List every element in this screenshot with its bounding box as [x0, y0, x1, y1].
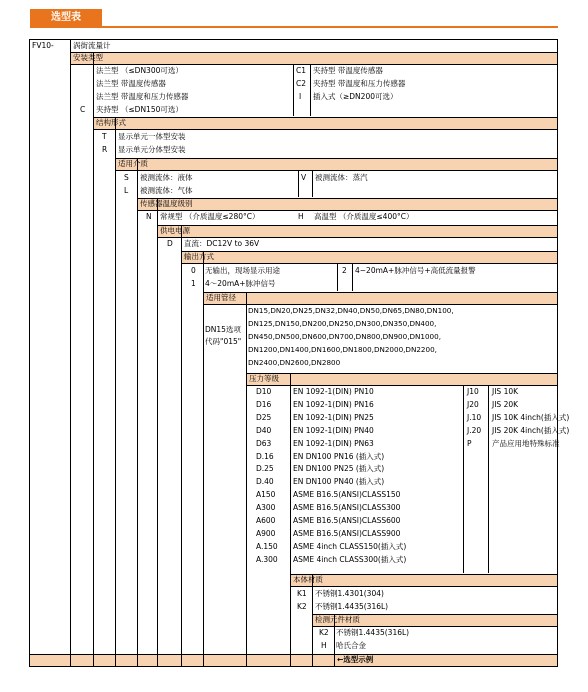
pressure-code: D10 — [256, 387, 272, 396]
pressure-text: ASME B16.5(ANSI)CLASS300 — [293, 503, 401, 513]
sensor-temp-h-text: 高温型 （介质温度≤400°C） — [314, 212, 414, 221]
stair-line — [137, 158, 138, 666]
stair-line — [290, 373, 291, 666]
rule — [115, 158, 557, 159]
inner-divider — [352, 263, 353, 291]
pressure-text: EN DN100 PN25 (插入式) — [293, 464, 385, 474]
install-left-text: 法兰型 （≤DN300可选） — [96, 66, 183, 75]
pressure-text: ASME B16.5(ANSI)CLASS150 — [293, 490, 401, 500]
detect-material-text: 哈氏合金 — [336, 641, 366, 650]
output-code: 1 — [191, 279, 196, 288]
pressure-text: EN 1092-1(DIN) PN25 — [293, 412, 374, 422]
structure-header: 结构形式 — [96, 118, 126, 127]
rule — [246, 373, 557, 374]
stair-line — [203, 251, 204, 666]
pipe-size-line: DN125,DN150,DN200,DN250,DN300,DN350,DN400, — [248, 319, 437, 328]
rule — [157, 225, 557, 226]
install-left-text: 法兰型 带温度和压力传感器 — [96, 92, 189, 101]
title-rule — [30, 26, 558, 28]
inner-divider — [310, 64, 311, 116]
body-material-text: 不锈钢1.4301(304) — [315, 589, 384, 598]
stair-line — [70, 39, 71, 666]
install-right-text: 夹持型 带温度和压力传感器 — [313, 79, 406, 88]
rule — [181, 251, 557, 252]
frame-bottom — [29, 666, 558, 667]
pipe-header: 适用管径 — [206, 293, 236, 302]
install-right-code: C1 — [296, 66, 307, 75]
inner-divider — [463, 385, 464, 573]
product-name: 涡街流量计 — [73, 41, 111, 50]
pressure-code: A150 — [256, 490, 276, 500]
pressure-code: D.16 — [256, 451, 274, 461]
pressure-code: D25 — [256, 412, 272, 422]
pressure-code: D63 — [256, 438, 272, 448]
detect-material-text: 不锈钢1.4435(316L) — [336, 628, 410, 637]
output-text: 4～20mA+脉冲信号 — [205, 279, 276, 288]
rule — [70, 52, 557, 53]
body-material-header: 本体材质 — [293, 575, 323, 584]
model-prefix: FV10- — [32, 41, 54, 50]
detect-material-code: K2 — [319, 628, 329, 637]
sensor-temp-n-code: N — [146, 212, 152, 221]
pressure-text: EN DN100 PN16 (插入式) — [293, 451, 385, 461]
stair-line — [181, 225, 182, 666]
pressure-code: A600 — [256, 516, 276, 525]
install-right-code: I — [299, 92, 302, 101]
body-material-code: K2 — [297, 602, 307, 611]
rule — [290, 586, 557, 587]
pressure-right-code: J10 — [467, 387, 479, 396]
pressure-text: ASME B16.5(ANSI)CLASS600 — [293, 516, 401, 525]
pressure-code: A900 — [256, 528, 276, 538]
install-right-text: 插入式（≥DN200可选） — [313, 92, 398, 101]
pressure-text: ASME B16.5(ANSI)CLASS900 — [293, 528, 401, 538]
rule — [93, 117, 557, 118]
stair-line — [115, 117, 116, 666]
pressure-text: EN DN100 PN40 (插入式) — [293, 477, 385, 487]
structure-code: T — [102, 132, 107, 141]
structure-text: 显示单元一体型安装 — [118, 132, 186, 141]
output-text: 无输出，现场显示用途 — [205, 266, 280, 275]
stair-line — [157, 198, 158, 666]
pressure-right-code: J.10 — [467, 412, 482, 422]
pressure-code: A.300 — [256, 554, 278, 564]
example-label: ←选型示例 — [337, 655, 374, 664]
inner-divider — [293, 64, 294, 116]
rule — [290, 574, 557, 575]
pressure-code: D16 — [256, 399, 272, 409]
header-power — [157, 225, 557, 237]
medium-code: S — [124, 173, 129, 182]
output-code: 0 — [191, 266, 196, 275]
inner-divider — [488, 385, 489, 573]
pressure-right-text: JIS 10K — [492, 387, 519, 396]
sensor-temp-header: 传感器温度级别 — [140, 199, 193, 208]
header-output — [181, 251, 557, 263]
pressure-text: EN 1092-1(DIN) PN16 — [293, 399, 374, 409]
pressure-code: D40 — [256, 425, 272, 435]
structure-code: R — [102, 145, 108, 154]
header-pressure — [246, 373, 557, 385]
medium-code: L — [124, 186, 129, 195]
pressure-text: EN 1092-1(DIN) PN10 — [293, 387, 374, 396]
header-sensor-temp — [137, 198, 557, 210]
pressure-header: 压力等级 — [249, 374, 279, 383]
pressure-right-text: 产品应用地特殊标准 — [492, 438, 560, 448]
pressure-code: A300 — [256, 503, 276, 513]
pressure-code: D.25 — [256, 464, 274, 474]
power-header: 供电电源 — [160, 226, 190, 235]
install-left-code: C — [80, 105, 86, 114]
sensor-temp-n-text: 常规型 （介质温度≤280°C） — [160, 212, 260, 221]
header-medium — [115, 158, 557, 170]
rule — [203, 292, 557, 293]
header-structure — [93, 117, 557, 129]
pipe-size-line: DN1200,DN1400,DN1600,DN1800,DN2000,DN2200, — [248, 345, 437, 354]
detect-material-header: 检测元件材质 — [315, 615, 360, 624]
pipe-size-line: DN15,DN20,DN25,DN32,DN40,DN50,DN65,DN80,DN100, — [248, 306, 454, 315]
header-install-type — [70, 52, 557, 64]
pressure-text: EN 1092-1(DIN) PN63 — [293, 438, 374, 448]
pipe-note-line1: DN15选项 — [205, 325, 241, 334]
detect-material-code: H — [321, 641, 327, 650]
frame-left — [29, 39, 30, 666]
pressure-right-code: J.20 — [467, 425, 482, 435]
pressure-right-text: JIS 20K 4inch(插入式) — [492, 425, 570, 435]
medium-right-code: V — [301, 173, 307, 182]
body-material-code: K1 — [297, 589, 307, 598]
rule — [29, 654, 557, 655]
medium-header: 适用介质 — [118, 159, 148, 168]
frame-right — [557, 39, 558, 666]
install-left-text: 法兰型 带温度传感器 — [96, 79, 166, 88]
medium-right-text: 被测流体：蒸汽 — [315, 173, 368, 182]
sensor-temp-h-code: H — [298, 212, 304, 221]
pressure-text: EN 1092-1(DIN) PN40 — [293, 425, 374, 435]
rule — [115, 170, 557, 171]
medium-text: 被测流体：液体 — [140, 173, 193, 182]
install-left-text: 夹持型 （≤DN150可选） — [96, 105, 183, 114]
structure-text: 显示单元分体型安装 — [118, 145, 186, 154]
header-pipe — [203, 292, 557, 304]
install-right-code: C2 — [296, 79, 307, 88]
install-type-header: 安装类型 — [73, 53, 103, 62]
pipe-note-line2: 代码"015" — [205, 337, 242, 346]
body-material-text: 不锈钢1.4435(316L) — [315, 602, 389, 611]
inner-divider — [337, 263, 338, 291]
example-row — [29, 654, 557, 666]
power-code: D — [167, 239, 173, 248]
inner-divider — [298, 170, 299, 197]
pressure-text: ASME 4inch CLASS150(插入式) — [293, 541, 407, 551]
pressure-right-code: J20 — [467, 399, 479, 409]
pressure-right-code: P — [467, 438, 472, 448]
install-right-text: 夹持型 带温度传感器 — [313, 66, 383, 75]
pressure-right-text: JIS 20K — [492, 399, 519, 409]
output-right-code: 2 — [342, 266, 347, 275]
inner-divider — [312, 170, 313, 197]
pressure-code: A.150 — [256, 541, 278, 551]
section-title: 选型表 — [30, 9, 102, 27]
pipe-size-line: DN450,DN500,DN600,DN700,DN800,DN900,DN1000, — [248, 332, 441, 341]
medium-text: 被测流体：气体 — [140, 186, 193, 195]
header-body-material — [290, 574, 557, 586]
rule — [181, 263, 557, 264]
stair-line — [312, 574, 313, 666]
power-text: 直流：DC12V to 36V — [184, 239, 260, 248]
stair-line — [93, 52, 94, 666]
pipe-size-line: DN2400,DN2600,DN2800 — [248, 358, 341, 367]
stair-line — [246, 292, 247, 666]
pressure-code: D.40 — [256, 477, 274, 487]
output-header: 输出方式 — [184, 252, 214, 261]
pressure-text: ASME 4inch CLASS300(插入式) — [293, 554, 407, 564]
pressure-right-text: JIS 10K 4inch(插入式) — [492, 412, 570, 422]
output-right-text: 4~20mA+脉冲信号+高低流量报警 — [355, 266, 476, 275]
rule — [93, 129, 557, 130]
rule — [137, 198, 557, 199]
